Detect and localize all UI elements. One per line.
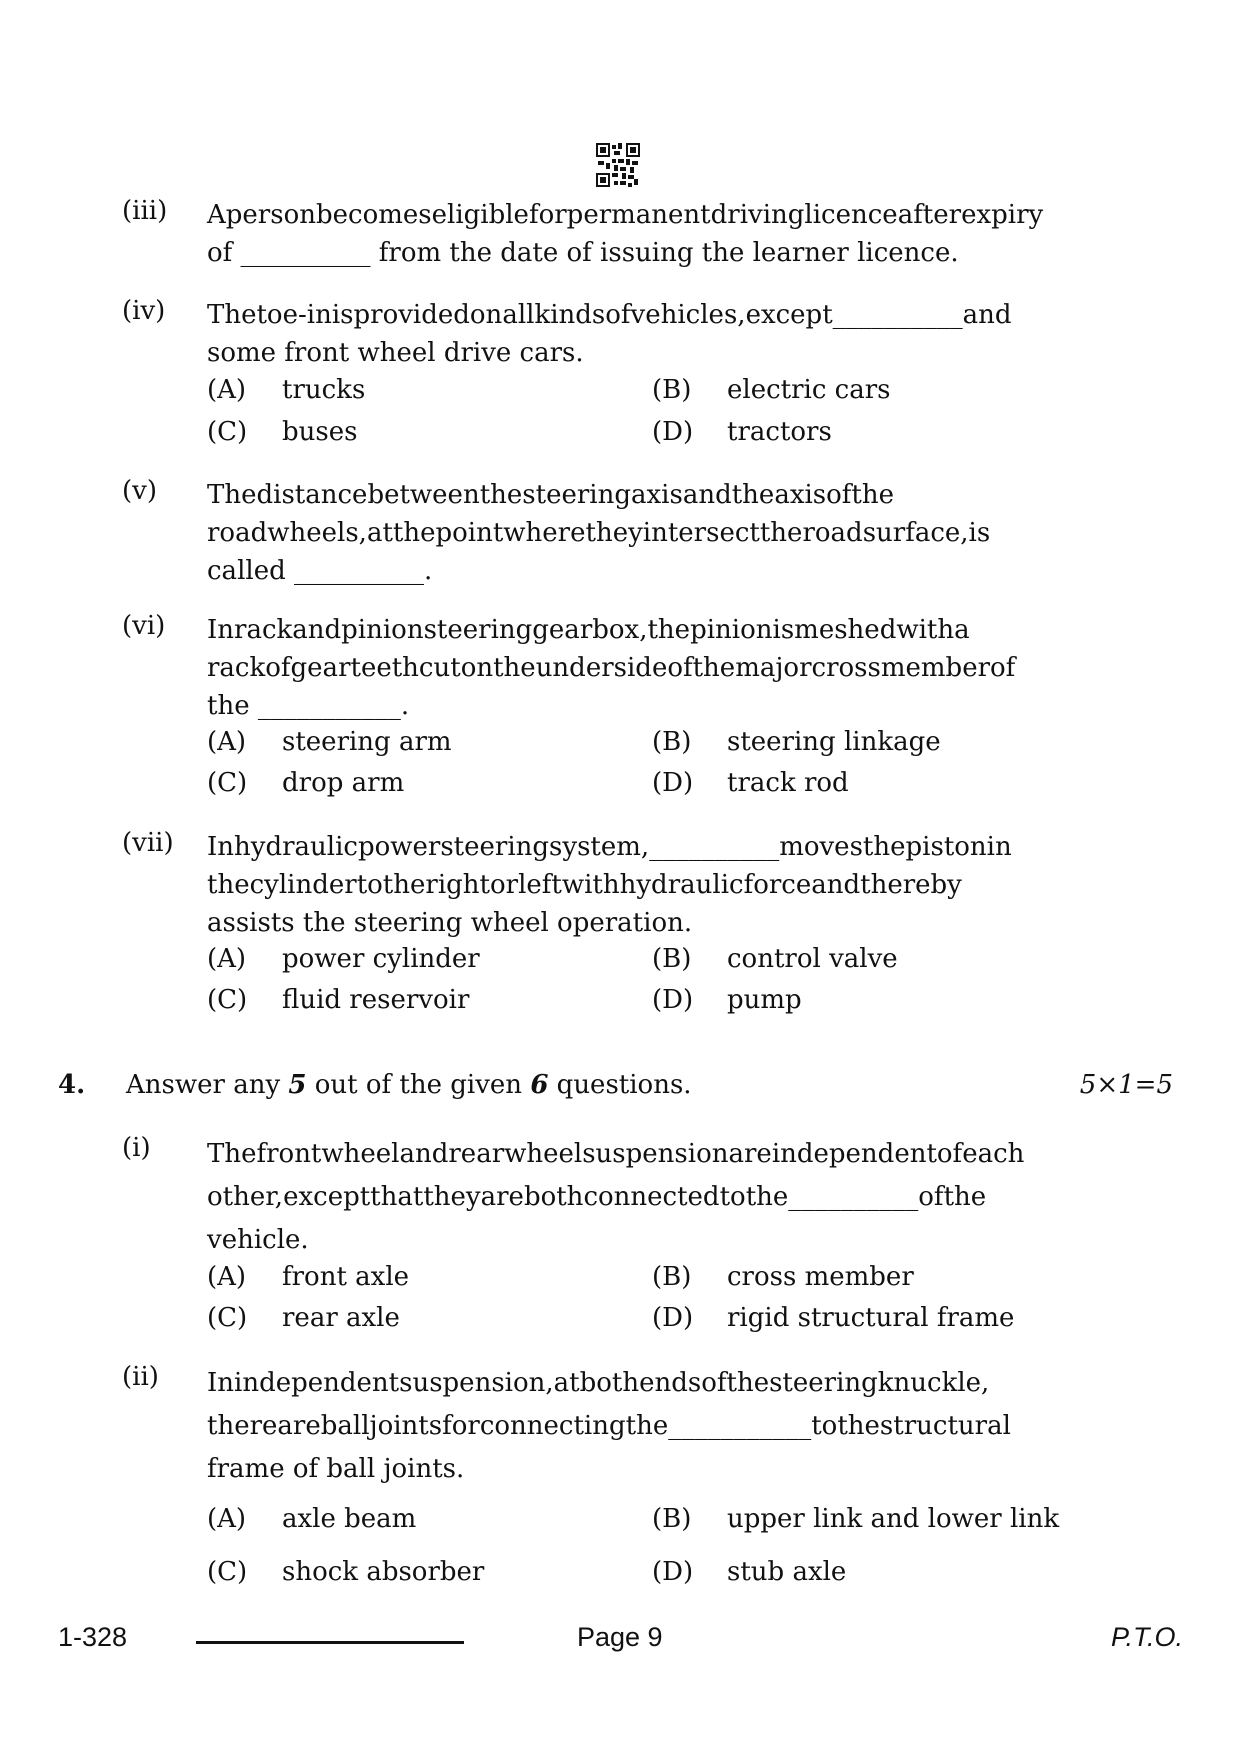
option-c xyxy=(207,768,404,798)
option-a xyxy=(207,727,452,757)
word: the xyxy=(692,653,736,683)
option-label: (B) xyxy=(652,944,692,974)
option-text: track rod xyxy=(727,768,849,798)
pto-label: P.T.O. xyxy=(1110,1622,1183,1652)
word: piston xyxy=(905,832,987,862)
word: vehicles, xyxy=(630,300,746,330)
word: steering xyxy=(769,1368,878,1398)
word: of xyxy=(605,300,631,330)
word: ___________ xyxy=(668,1411,812,1441)
word: cut xyxy=(418,653,461,683)
word: except xyxy=(745,300,833,330)
word: the xyxy=(625,1411,669,1441)
question-number: (vi) xyxy=(122,611,166,641)
question-line xyxy=(207,1362,1113,1405)
option-text: fluid reservoir xyxy=(282,985,470,1015)
word: and xyxy=(962,300,1012,330)
word: gear xyxy=(290,653,351,683)
question-line: assists the steering wheel operation. xyxy=(207,908,693,938)
word: the xyxy=(392,518,436,548)
option-text: tractors xyxy=(727,417,832,447)
word: licence xyxy=(804,200,898,230)
word: and xyxy=(292,615,342,645)
word: toe-in xyxy=(256,300,332,330)
word: steering xyxy=(522,480,631,510)
word: on xyxy=(469,300,503,330)
word: for xyxy=(528,200,567,230)
word: becomes xyxy=(315,200,432,230)
word: both xyxy=(579,1368,640,1398)
option-label: (B) xyxy=(652,1504,692,1534)
instruction-total: 6 xyxy=(530,1070,549,1100)
option-c xyxy=(207,417,357,447)
word: wheel xyxy=(504,1139,583,1169)
word: is xyxy=(772,615,795,645)
question-line: the ___________. xyxy=(207,691,410,721)
question-text xyxy=(207,196,1113,272)
question-line xyxy=(207,611,1113,649)
option-text: electric cars xyxy=(727,375,891,405)
section-instruction xyxy=(126,1070,692,1100)
option-text: rigid structural frame xyxy=(727,1303,1015,1333)
word: the xyxy=(726,1368,770,1398)
word: rear xyxy=(448,1139,505,1169)
word: axis xyxy=(774,480,827,510)
word: __________ xyxy=(832,300,963,330)
word: system, xyxy=(549,832,650,862)
option-label: (B) xyxy=(652,375,692,405)
word: other, xyxy=(207,1182,284,1212)
question-line xyxy=(207,476,1113,514)
word: intersect xyxy=(642,518,760,548)
word: structural xyxy=(879,1411,1011,1441)
option-text: power cylinder xyxy=(282,944,480,974)
option-text: pump xyxy=(727,985,802,1015)
word: ball xyxy=(320,1411,370,1441)
option-label: (A) xyxy=(207,944,247,974)
option-c xyxy=(207,985,469,1015)
word: driving xyxy=(710,200,805,230)
word: are xyxy=(728,1139,772,1169)
word: moves xyxy=(779,832,863,862)
word: box, xyxy=(592,615,648,645)
word: expiry xyxy=(961,200,1044,230)
question-number: (iii) xyxy=(122,196,168,226)
word: pinion xyxy=(690,615,773,645)
question-line xyxy=(207,828,1113,866)
word: rack xyxy=(207,653,266,683)
word: thereby xyxy=(860,870,962,900)
option-label: (A) xyxy=(207,1262,247,1292)
question-line: vehicle. xyxy=(207,1225,309,1255)
word: at xyxy=(553,1368,580,1398)
option-label: (A) xyxy=(207,727,247,757)
word: the xyxy=(647,615,691,645)
word: distance xyxy=(256,480,368,510)
question-line xyxy=(207,1405,1113,1448)
word: of xyxy=(990,653,1016,683)
word: person xyxy=(225,200,316,230)
word: that xyxy=(370,1182,424,1212)
option-label: (D) xyxy=(652,985,694,1015)
option-d xyxy=(652,768,849,798)
question-line: of __________ from the date of issuing the learner licence. xyxy=(207,238,959,268)
word: road xyxy=(207,518,268,548)
word: connecting xyxy=(479,1411,626,1441)
word: kinds xyxy=(534,300,606,330)
word: to xyxy=(719,1182,746,1212)
option-b xyxy=(652,944,898,974)
word: both xyxy=(523,1182,584,1212)
word: knuckle, xyxy=(877,1368,990,1398)
word: major xyxy=(735,653,812,683)
word: suspension, xyxy=(399,1368,554,1398)
option-label: (C) xyxy=(207,1557,248,1587)
option-text: shock absorber xyxy=(282,1557,485,1587)
question-line xyxy=(207,1176,1113,1219)
option-label: (C) xyxy=(207,417,248,447)
word: where xyxy=(503,518,586,548)
word: are xyxy=(480,1182,524,1212)
word: except xyxy=(283,1182,371,1212)
word: provided xyxy=(353,300,470,330)
word: pinion xyxy=(341,615,424,645)
question-text xyxy=(207,296,1113,372)
word: cross xyxy=(811,653,881,683)
page-number: Page 9 xyxy=(577,1622,663,1652)
word: of xyxy=(918,1182,944,1212)
question-text xyxy=(207,476,1113,590)
question-text xyxy=(207,1133,1113,1262)
word: ends xyxy=(639,1368,702,1398)
word: right xyxy=(425,870,490,900)
word: on xyxy=(460,653,494,683)
option-d xyxy=(652,417,832,447)
option-text: stub axle xyxy=(727,1557,847,1587)
word: the xyxy=(862,832,906,862)
word: or xyxy=(489,870,519,900)
option-label: (A) xyxy=(207,375,247,405)
word: the xyxy=(745,1182,789,1212)
word: The xyxy=(207,300,257,330)
question-line: called __________. xyxy=(207,556,433,586)
word: the xyxy=(759,518,803,548)
word: hydraulic xyxy=(619,870,744,900)
word: connected xyxy=(583,1182,720,1212)
option-d xyxy=(652,1557,846,1587)
word: In xyxy=(207,832,235,862)
option-text: steering linkage xyxy=(727,727,941,757)
word: with xyxy=(561,870,620,900)
option-text: buses xyxy=(282,417,358,447)
word: the xyxy=(943,1182,987,1212)
question-line xyxy=(207,514,1113,552)
word: steering xyxy=(440,832,550,862)
question-number: (ii) xyxy=(122,1362,159,1392)
word: surface, xyxy=(862,518,969,548)
question-text xyxy=(207,611,1113,725)
option-b xyxy=(652,1504,1059,1534)
word: of xyxy=(265,653,291,683)
option-label: (A) xyxy=(207,1504,247,1534)
word: point xyxy=(435,518,504,548)
instruction-pre: Answer any xyxy=(126,1070,289,1100)
option-a xyxy=(207,1262,409,1292)
word: to xyxy=(811,1411,838,1441)
word: __________ xyxy=(788,1182,919,1212)
word: independent xyxy=(234,1368,400,1398)
word: wheels, xyxy=(267,518,367,548)
word: front xyxy=(256,1139,322,1169)
word: joints xyxy=(369,1411,443,1441)
word: the xyxy=(731,480,775,510)
word: steering xyxy=(423,615,533,645)
option-label: (B) xyxy=(652,727,692,757)
word: meshed xyxy=(794,615,897,645)
word: rack xyxy=(234,615,293,645)
option-label: (C) xyxy=(207,768,248,798)
word: teeth xyxy=(350,653,419,683)
instruction-mid: out of the given xyxy=(306,1070,531,1100)
option-c xyxy=(207,1303,400,1333)
word: with xyxy=(896,615,955,645)
word: and xyxy=(811,870,861,900)
option-text: steering arm xyxy=(282,727,452,757)
option-d xyxy=(652,1303,1014,1333)
word: In xyxy=(207,1368,235,1398)
word: at xyxy=(366,518,393,548)
word: power xyxy=(357,832,441,862)
word: and xyxy=(399,1139,449,1169)
word: they xyxy=(423,1182,481,1212)
word: and xyxy=(682,480,732,510)
word: all xyxy=(502,300,535,330)
option-a xyxy=(207,944,480,974)
option-text: upper link and lower link xyxy=(727,1504,1060,1534)
option-label: (D) xyxy=(652,1303,694,1333)
word: road xyxy=(802,518,863,548)
option-d xyxy=(652,985,802,1015)
question-line xyxy=(207,649,1113,687)
footer-divider xyxy=(196,1641,464,1644)
marks-label: 5×1=5 xyxy=(1079,1070,1173,1100)
word: the xyxy=(479,480,523,510)
question-line xyxy=(207,296,1113,334)
word: the xyxy=(837,1411,880,1441)
word: suspension xyxy=(582,1139,729,1169)
word: each xyxy=(962,1139,1025,1169)
question-line xyxy=(207,196,1113,234)
word: the xyxy=(382,870,426,900)
word: left xyxy=(518,870,562,900)
word: In xyxy=(207,615,235,645)
section-number: 4. xyxy=(58,1070,86,1100)
question-text xyxy=(207,828,1113,942)
question-line xyxy=(207,866,1113,904)
word: underside xyxy=(535,653,668,683)
word: there xyxy=(207,1411,278,1441)
word: member xyxy=(880,653,991,683)
option-text: control valve xyxy=(727,944,898,974)
question-number: (iv) xyxy=(122,296,166,326)
question-number: (i) xyxy=(122,1133,151,1163)
word: cylinder xyxy=(249,870,357,900)
option-a xyxy=(207,375,365,405)
word: wheel xyxy=(321,1139,400,1169)
question-number: (v) xyxy=(122,476,157,506)
option-label: (B) xyxy=(652,1262,692,1292)
option-b xyxy=(652,727,941,757)
option-text: rear axle xyxy=(282,1303,400,1333)
option-b xyxy=(652,375,891,405)
option-text: cross member xyxy=(727,1262,914,1292)
option-label: (D) xyxy=(652,768,694,798)
option-text: trucks xyxy=(282,375,366,405)
question-number: (vii) xyxy=(122,828,174,858)
option-text: drop arm xyxy=(282,768,405,798)
word: the xyxy=(851,480,895,510)
word: after xyxy=(897,200,962,230)
word: The xyxy=(207,480,257,510)
word: of xyxy=(936,1139,963,1169)
question-line xyxy=(207,1133,1113,1176)
word: The xyxy=(207,1139,257,1169)
instruction-count: 5 xyxy=(288,1070,307,1100)
word: the xyxy=(207,870,250,900)
option-text: axle beam xyxy=(282,1504,417,1534)
word: they xyxy=(585,518,643,548)
word: is xyxy=(331,300,354,330)
option-label: (D) xyxy=(652,417,694,447)
word: A xyxy=(207,200,226,230)
question-text xyxy=(207,1362,1113,1491)
word: a xyxy=(954,615,970,645)
option-text: front axle xyxy=(282,1262,410,1292)
word: gear xyxy=(532,615,593,645)
word: of xyxy=(826,480,852,510)
question-line: frame of ball joints. xyxy=(207,1454,465,1484)
word: is xyxy=(968,518,991,548)
word: eligible xyxy=(431,200,529,230)
word: in xyxy=(986,832,1012,862)
instruction-post: questions. xyxy=(548,1070,692,1100)
option-label: (D) xyxy=(652,1557,694,1587)
word: of xyxy=(667,653,693,683)
word: force xyxy=(743,870,812,900)
word: independent xyxy=(771,1139,937,1169)
option-b xyxy=(652,1262,914,1292)
option-a xyxy=(207,1504,416,1534)
word: between xyxy=(367,480,480,510)
word: the xyxy=(493,653,536,683)
question-line: some front wheel drive cars. xyxy=(207,338,584,368)
word: axis xyxy=(631,480,683,510)
option-c xyxy=(207,1557,484,1587)
word: are xyxy=(277,1411,321,1441)
option-label: (C) xyxy=(207,985,248,1015)
word: to xyxy=(356,870,383,900)
word: of xyxy=(701,1368,727,1398)
option-label: (C) xyxy=(207,1303,248,1333)
paper-code: 1-328 xyxy=(58,1622,128,1652)
word: __________ xyxy=(649,832,780,862)
word: hydraulic xyxy=(234,832,358,862)
qr-code-icon xyxy=(596,143,640,187)
word: for xyxy=(442,1411,480,1441)
word: permanent xyxy=(566,200,711,230)
